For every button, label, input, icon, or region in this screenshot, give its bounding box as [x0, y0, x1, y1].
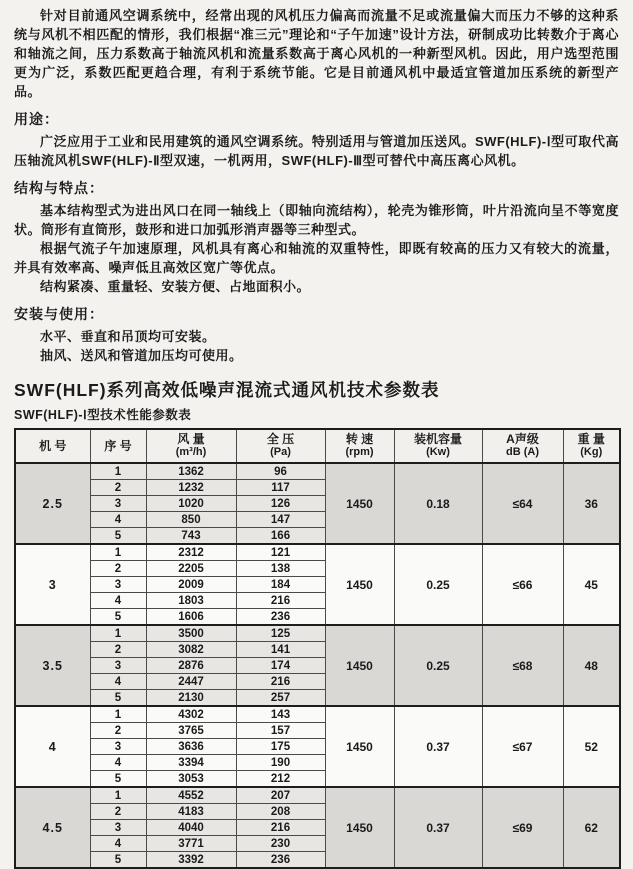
section-structure-features [14, 178, 619, 296]
sequence-cell: 5 [90, 771, 146, 788]
pressure-cell: 96 [236, 463, 325, 480]
sequence-cell: 5 [90, 690, 146, 707]
section-heading-structure: 结构与特点： [14, 180, 104, 196]
pressure-cell: 212 [236, 771, 325, 788]
weight-cell: 48 [563, 625, 620, 706]
sequence-cell: 2 [90, 480, 146, 496]
col-header-pressure: 全 压 (Pa) [236, 429, 325, 463]
sequence-cell: 3 [90, 658, 146, 674]
table-row [15, 787, 620, 804]
power-cell: 0.37 [394, 787, 482, 868]
air-volume-cell: 3500 [146, 625, 236, 642]
sequence-cell: 3 [90, 496, 146, 512]
table-row [15, 463, 620, 480]
pressure-cell: 184 [236, 577, 325, 593]
sequence-cell: 4 [90, 836, 146, 852]
air-volume-cell: 1803 [146, 593, 236, 609]
sequence-cell: 5 [90, 609, 146, 626]
air-volume-cell: 3771 [146, 836, 236, 852]
fan-model-cell: 3 [15, 544, 90, 625]
pressure-cell: 117 [236, 480, 325, 496]
weight-cell: 52 [563, 706, 620, 787]
sequence-cell: 3 [90, 820, 146, 836]
pressure-cell: 216 [236, 820, 325, 836]
fan-model-cell: 4.5 [15, 787, 90, 868]
col-header-speed: 转 速 (rpm) [325, 429, 394, 463]
sequence-cell: 5 [90, 528, 146, 545]
air-volume-cell: 3053 [146, 771, 236, 788]
weight-cell: 45 [563, 544, 620, 625]
noise-cell: ≤64 [482, 463, 563, 544]
installation-paragraph-1: 水平、垂直和吊顶均可安装。 [40, 329, 216, 344]
noise-cell: ≤66 [482, 544, 563, 625]
noise-cell: ≤67 [482, 706, 563, 787]
sequence-cell: 4 [90, 755, 146, 771]
noise-cell: ≤68 [482, 625, 563, 706]
pressure-cell: 121 [236, 544, 325, 561]
table-body [15, 463, 620, 868]
power-cell: 0.18 [394, 463, 482, 544]
pressure-cell: 141 [236, 642, 325, 658]
air-volume-cell: 3082 [146, 642, 236, 658]
weight-cell: 62 [563, 787, 620, 868]
sequence-cell: 2 [90, 642, 146, 658]
col-header-airflow: 风 量 (m³/h) [146, 429, 236, 463]
pressure-cell: 236 [236, 852, 325, 869]
speed-cell: 1450 [325, 625, 394, 706]
pressure-cell: 257 [236, 690, 325, 707]
sequence-cell: 3 [90, 577, 146, 593]
sequence-cell: 2 [90, 723, 146, 739]
air-volume-cell: 1606 [146, 609, 236, 626]
air-volume-cell: 4552 [146, 787, 236, 804]
power-cell: 0.25 [394, 625, 482, 706]
pressure-cell: 208 [236, 804, 325, 820]
fan-model-cell: 4 [15, 706, 90, 787]
air-volume-cell: 2312 [146, 544, 236, 561]
pressure-cell: 143 [236, 706, 325, 723]
air-volume-cell: 2205 [146, 561, 236, 577]
air-volume-cell: 4183 [146, 804, 236, 820]
installation-paragraph-2: 抽风、送风和管道加压均可使用。 [40, 348, 243, 363]
sequence-cell: 2 [90, 804, 146, 820]
section-installation-use [14, 304, 619, 365]
sequence-cell: 2 [90, 561, 146, 577]
speed-cell: 1450 [325, 463, 394, 544]
section-heading-usage: 用途： [14, 111, 59, 127]
air-volume-cell: 3636 [146, 739, 236, 755]
col-header-noise: A声级 dB (A) [482, 429, 563, 463]
table-row [15, 544, 620, 561]
air-volume-cell: 4040 [146, 820, 236, 836]
sequence-cell: 1 [90, 625, 146, 642]
pressure-cell: 166 [236, 528, 325, 545]
pressure-cell: 207 [236, 787, 325, 804]
sequence-cell: 4 [90, 593, 146, 609]
speed-cell: 1450 [325, 787, 394, 868]
usage-paragraph: 广泛应用于工业和民用建筑的通风空调系统。特别适用与管道加压送风。SWF(HLF)-Ⅰ型可取代高压轴流风机SWF(HLF)-Ⅱ型双速，一机两用，SWF(HLF)-Ⅲ型可替代中高压离心风机。 [14, 134, 619, 168]
air-volume-cell: 2009 [146, 577, 236, 593]
table-header-row [15, 429, 620, 463]
air-volume-cell: 2447 [146, 674, 236, 690]
col-header-model: 机 号 [15, 429, 90, 463]
col-header-weight: 重 量 (Kg) [563, 429, 620, 463]
sequence-cell: 1 [90, 544, 146, 561]
fan-model-cell: 3.5 [15, 625, 90, 706]
pressure-cell: 174 [236, 658, 325, 674]
pressure-cell: 147 [236, 512, 325, 528]
pressure-cell: 236 [236, 609, 325, 626]
air-volume-cell: 1362 [146, 463, 236, 480]
table-row [15, 625, 620, 642]
pressure-cell: 216 [236, 674, 325, 690]
section-usage [14, 109, 619, 170]
air-volume-cell: 3765 [146, 723, 236, 739]
pressure-cell: 138 [236, 561, 325, 577]
pressure-cell: 126 [236, 496, 325, 512]
air-volume-cell: 1020 [146, 496, 236, 512]
speed-cell: 1450 [325, 706, 394, 787]
weight-cell: 36 [563, 463, 620, 544]
air-volume-cell: 1232 [146, 480, 236, 496]
table-row [15, 706, 620, 723]
power-cell: 0.25 [394, 544, 482, 625]
table-subtitle: SWF(HLF)-Ⅰ型技术性能参数表 [14, 408, 192, 422]
col-header-capacity: 装机容量 (Kw) [394, 429, 482, 463]
table-title: SWF(HLF)系列高效低噪声混流式通风机技术参数表 [14, 380, 440, 400]
sequence-cell: 4 [90, 674, 146, 690]
sequence-cell: 1 [90, 787, 146, 804]
power-cell: 0.37 [394, 706, 482, 787]
sequence-cell: 3 [90, 739, 146, 755]
air-volume-cell: 743 [146, 528, 236, 545]
sequence-cell: 5 [90, 852, 146, 869]
air-volume-cell: 4302 [146, 706, 236, 723]
air-volume-cell: 3394 [146, 755, 236, 771]
pressure-cell: 157 [236, 723, 325, 739]
pressure-cell: 216 [236, 593, 325, 609]
structure-paragraph-2: 根据气流子午加速原理，风机具有离心和轴流的双重特性，即既有较高的压力又有较大的流量，并具有效率高、噪声低且高效区宽广等优点。 [14, 241, 619, 275]
air-volume-cell: 850 [146, 512, 236, 528]
air-volume-cell: 2876 [146, 658, 236, 674]
sequence-cell: 1 [90, 463, 146, 480]
structure-paragraph-3: 结构紧凑、重量轻、安装方便、占地面积小。 [40, 279, 311, 294]
structure-paragraph-1: 基本结构型式为进出风口在同一轴线上（即轴向流结构），轮壳为锥形筒，叶片沿流向呈不等宽度状。筒形有直筒形，鼓形和进口加弧形消声器等三种型式。 [14, 203, 619, 237]
pressure-cell: 190 [236, 755, 325, 771]
fan-model-cell: 2.5 [15, 463, 90, 544]
performance-table [14, 428, 621, 869]
pressure-cell: 125 [236, 625, 325, 642]
speed-cell: 1450 [325, 544, 394, 625]
noise-cell: ≤69 [482, 787, 563, 868]
intro-paragraph: 针对目前通风空调系统中，经常出现的风机压力偏高而流量不足或流量偏大而压力不够的这种系统与风机不相匹配的情形，我们根据“准三元”理论和“子午加速”设计方法，研制成功比转数介于离心和轴流之间，压力系数高于轴流风机和流量系数高于离心风机的一种新型风机。因此，用户选型范围更为广泛，系数匹配更趋合理，有利于系统节能。它是目前通风机中最适宜管道加压系统的新型产品。 [14, 8, 619, 99]
sequence-cell: 1 [90, 706, 146, 723]
pressure-cell: 175 [236, 739, 325, 755]
air-volume-cell: 3392 [146, 852, 236, 869]
section-heading-installation: 安装与使用： [14, 306, 104, 322]
air-volume-cell: 2130 [146, 690, 236, 707]
col-header-sequence: 序 号 [90, 429, 146, 463]
pressure-cell: 230 [236, 836, 325, 852]
sequence-cell: 4 [90, 512, 146, 528]
